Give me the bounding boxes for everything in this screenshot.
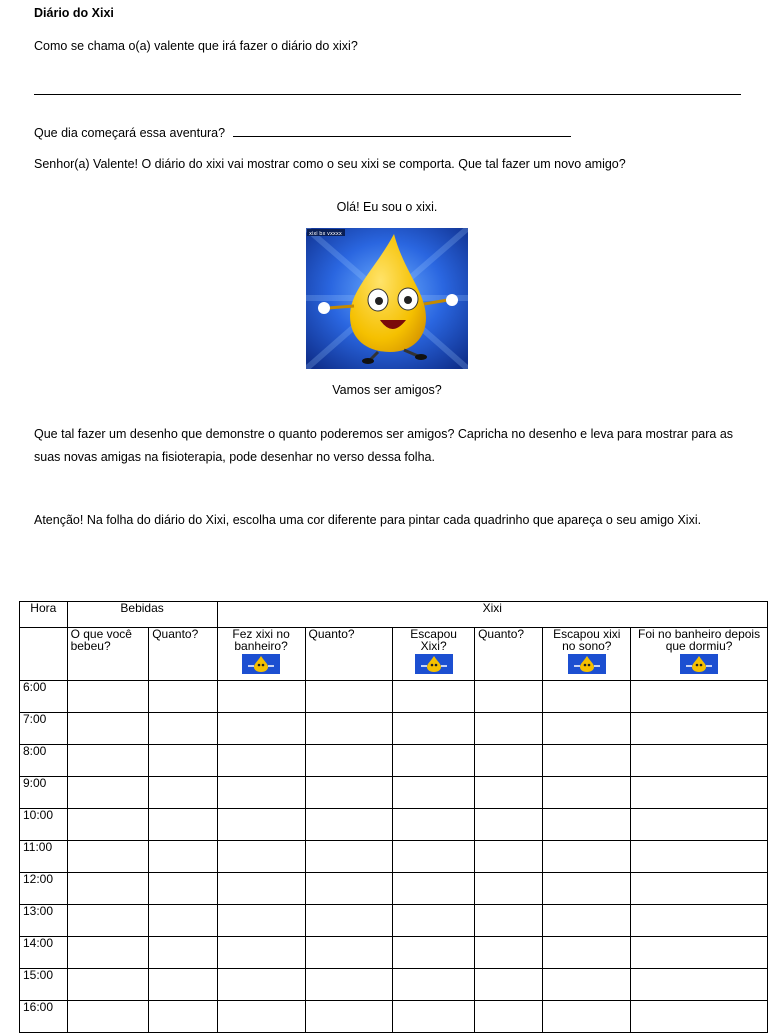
escapou-label: Escapou Xixi?: [410, 627, 457, 653]
entry-cell[interactable]: [305, 1001, 393, 1033]
entry-cell[interactable]: [631, 841, 768, 873]
entry-cell[interactable]: [217, 681, 305, 713]
entry-cell[interactable]: [543, 905, 631, 937]
table-row: [20, 745, 768, 777]
header-hora: Hora: [20, 602, 68, 628]
table-row: [20, 937, 768, 969]
entry-cell[interactable]: [149, 1001, 217, 1033]
entry-cell[interactable]: [67, 905, 149, 937]
entry-cell[interactable]: [217, 809, 305, 841]
header-quanto-xixi: Quanto?: [305, 628, 393, 681]
entry-cell[interactable]: [217, 969, 305, 1001]
entry-cell[interactable]: [217, 905, 305, 937]
hello-text: Olá! Eu sou o xixi.: [336, 200, 438, 214]
header-blank: [20, 628, 68, 681]
hour-cell: 12:00: [20, 873, 68, 905]
entry-cell[interactable]: [543, 681, 631, 713]
hour-cell: 10:00: [20, 809, 68, 841]
entry-cell[interactable]: [305, 809, 393, 841]
entry-cell[interactable]: [631, 777, 768, 809]
entry-cell[interactable]: [393, 1001, 475, 1033]
question-date: Que dia começará essa aventura?: [34, 126, 226, 140]
header-row-columns: [20, 628, 768, 681]
entry-cell[interactable]: [543, 873, 631, 905]
date-answer-line[interactable]: [233, 126, 571, 137]
entry-cell[interactable]: [475, 777, 543, 809]
entry-cell[interactable]: [305, 969, 393, 1001]
intro-text: Senhor(a) Valente! O diário do xixi vai mostrar como o seu xixi se comporta. Que tal fazer um novo amigo?: [34, 157, 626, 171]
entry-cell[interactable]: [393, 777, 475, 809]
xixi-mini-icon: [242, 654, 280, 674]
xixi-mini-icon: [568, 654, 606, 674]
entry-cell[interactable]: [543, 937, 631, 969]
entry-cell[interactable]: [305, 905, 393, 937]
table-row: [20, 809, 768, 841]
mascot-image: [306, 228, 468, 369]
entry-cell[interactable]: [631, 937, 768, 969]
hour-cell: 16:00: [20, 1001, 68, 1033]
entry-cell[interactable]: [393, 841, 475, 873]
entry-cell[interactable]: [631, 713, 768, 745]
entry-cell[interactable]: [217, 1001, 305, 1033]
entry-cell[interactable]: [393, 745, 475, 777]
escapou-sono-label: Escapou xixi no sono?: [553, 627, 621, 653]
entry-cell[interactable]: [217, 777, 305, 809]
entry-cell[interactable]: [475, 969, 543, 1001]
entry-cell[interactable]: [149, 713, 217, 745]
entry-cell[interactable]: [149, 873, 217, 905]
header-escapou-sono: [543, 628, 631, 681]
entry-cell[interactable]: [305, 937, 393, 969]
entry-cell[interactable]: [67, 713, 149, 745]
entry-cell[interactable]: [631, 745, 768, 777]
entry-cell[interactable]: [393, 681, 475, 713]
entry-cell[interactable]: [67, 873, 149, 905]
table-row: [20, 841, 768, 873]
entry-cell[interactable]: [149, 681, 217, 713]
entry-cell[interactable]: [305, 681, 393, 713]
entry-cell[interactable]: [543, 777, 631, 809]
entry-cell[interactable]: [149, 969, 217, 1001]
hour-cell: 14:00: [20, 937, 68, 969]
entry-cell[interactable]: [393, 873, 475, 905]
entry-cell[interactable]: [217, 841, 305, 873]
entry-cell[interactable]: [543, 745, 631, 777]
entry-cell[interactable]: [67, 841, 149, 873]
entry-cell[interactable]: [393, 905, 475, 937]
entry-cell[interactable]: [217, 937, 305, 969]
hour-cell: 9:00: [20, 777, 68, 809]
page-title: Diário do Xixi: [34, 6, 114, 20]
entry-cell[interactable]: [67, 681, 149, 713]
entry-cell[interactable]: [149, 777, 217, 809]
header-fez-xixi: [217, 628, 305, 681]
entry-cell[interactable]: [305, 777, 393, 809]
header-row-groups: [20, 602, 768, 628]
entry-cell[interactable]: [631, 905, 768, 937]
entry-cell[interactable]: [67, 969, 149, 1001]
entry-cell[interactable]: [305, 713, 393, 745]
hour-cell: 8:00: [20, 745, 68, 777]
entry-cell[interactable]: [67, 809, 149, 841]
hour-cell: 6:00: [20, 681, 68, 713]
question-date-row: [34, 122, 571, 145]
entry-cell[interactable]: [67, 777, 149, 809]
entry-cell[interactable]: [631, 873, 768, 905]
xixi-mini-icon: [680, 654, 718, 674]
entry-cell[interactable]: [475, 809, 543, 841]
header-xixi: Xixi: [217, 602, 767, 628]
hour-cell: 15:00: [20, 969, 68, 1001]
table-row: [20, 905, 768, 937]
entry-cell[interactable]: [475, 937, 543, 969]
entry-cell[interactable]: [475, 681, 543, 713]
attention-text: Atenção! Na folha do diário do Xixi, escolha uma cor diferente para pintar cada quadrinho que apareça o seu amigo Xixi.: [34, 513, 702, 527]
entry-cell[interactable]: [475, 713, 543, 745]
hour-cell: 11:00: [20, 841, 68, 873]
entry-cell[interactable]: [217, 873, 305, 905]
entry-cell[interactable]: [393, 969, 475, 1001]
entry-cell[interactable]: [393, 713, 475, 745]
entry-cell[interactable]: [393, 937, 475, 969]
table-row: [20, 873, 768, 905]
question-name: Como se chama o(a) valente que irá fazer o diário do xixi?: [34, 39, 358, 53]
header-o-que-bebeu: O que você bebeu?: [67, 628, 149, 681]
entry-cell[interactable]: [149, 841, 217, 873]
header-quanto-bebida: Quanto?: [149, 628, 217, 681]
entry-cell[interactable]: [475, 873, 543, 905]
entry-cell[interactable]: [475, 905, 543, 937]
entry-cell[interactable]: [149, 809, 217, 841]
entry-cell[interactable]: [149, 745, 217, 777]
header-escapou: [393, 628, 475, 681]
header-quanto-escapou: Quanto?: [475, 628, 543, 681]
entry-cell[interactable]: [67, 937, 149, 969]
friends-text: Vamos ser amigos?: [332, 383, 442, 397]
fez-xixi-label: Fez xixi no banheiro?: [232, 627, 290, 653]
diary-table: [19, 601, 768, 1033]
table-row: [20, 777, 768, 809]
entry-cell[interactable]: [305, 873, 393, 905]
foi-banheiro-label: Foi no banheiro depois que dormiu?: [638, 627, 761, 653]
entry-cell[interactable]: [631, 969, 768, 1001]
name-answer-line[interactable]: [34, 94, 741, 95]
entry-cell[interactable]: [217, 713, 305, 745]
entry-cell[interactable]: [67, 745, 149, 777]
hour-cell: 7:00: [20, 713, 68, 745]
header-bebidas: Bebidas: [67, 602, 217, 628]
entry-cell[interactable]: [543, 1001, 631, 1033]
entry-cell[interactable]: [543, 969, 631, 1001]
table-row: [20, 1001, 768, 1033]
entry-cell[interactable]: [475, 841, 543, 873]
table-row: [20, 681, 768, 713]
entry-cell[interactable]: [631, 1001, 768, 1033]
drawing-instructions: Que tal fazer um desenho que demonstre o quanto poderemos ser amigos? Capricha no desenho e leva para mostrar para as suas novas amigas na fisioterapia, pode desenhar no verso dessa folha.: [34, 427, 734, 464]
entry-cell[interactable]: [543, 841, 631, 873]
table-row: [20, 713, 768, 745]
entry-cell[interactable]: [217, 745, 305, 777]
entry-cell[interactable]: [475, 745, 543, 777]
entry-cell[interactable]: [475, 1001, 543, 1033]
entry-cell[interactable]: [393, 809, 475, 841]
table-row: [20, 969, 768, 1001]
entry-cell[interactable]: [543, 713, 631, 745]
entry-cell[interactable]: [305, 745, 393, 777]
xixi-mini-icon: [415, 654, 453, 674]
entry-cell[interactable]: [67, 1001, 149, 1033]
entry-cell[interactable]: [149, 905, 217, 937]
entry-cell[interactable]: [543, 809, 631, 841]
mascot-watermark: xixi bx vxxxx: [309, 231, 342, 237]
entry-cell[interactable]: [305, 841, 393, 873]
entry-cell[interactable]: [631, 681, 768, 713]
entry-cell[interactable]: [149, 937, 217, 969]
header-foi-banheiro: [631, 628, 768, 681]
hour-cell: 13:00: [20, 905, 68, 937]
entry-cell[interactable]: [631, 809, 768, 841]
